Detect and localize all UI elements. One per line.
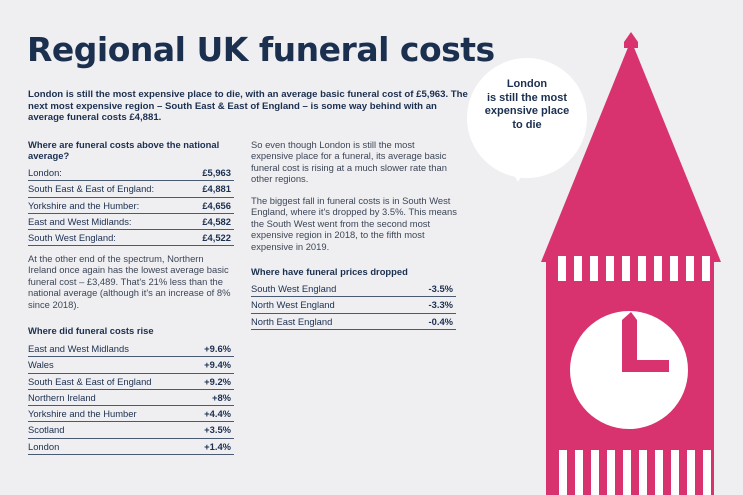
change-value: -3.3% [428,299,453,311]
northern-ireland-paragraph: At the other end of the spectrum, Northern Ireland once again has the lowest average basic funeral cost – £3,489. That's 21% less than the national average (although it's an increase of 8% since 2018). [28,253,231,310]
region-label: Northern Ireland [28,391,96,403]
cost-value: £4,582 [202,215,231,227]
region-label: South East & East of England: [28,183,155,195]
region-label: South West England: [28,232,116,244]
bubble-line: to die [512,118,542,131]
dropped-table [251,281,456,330]
table-row [28,439,234,455]
table-row [28,341,234,357]
change-value: +9.6% [204,343,231,354]
table-row [28,357,234,373]
table-row [251,297,456,313]
table-row [28,390,234,406]
bubble-line: expensive place [484,105,570,117]
dropped-heading: Where have funeral prices dropped [251,266,408,277]
south-west-paragraph: The biggest fall in funeral costs is in South West England, where it's dropped by 3.5%. This means the South West went from the second most expensive region in 2018, to the fifth most expensive in 2019. [251,195,457,252]
cost-value: £4,881 [202,183,231,195]
region-label: Wales [28,359,54,371]
slower-rise-paragraph: So even though London is still the most expensive place for a funeral, its average basic funeral cost is rising at a much slower rate than other regions. [251,139,447,185]
region-label: North West England [251,299,335,311]
table-row [28,422,234,438]
table-row [28,165,234,181]
cost-value: £5,963 [202,167,231,178]
rise-heading: Where did funeral costs rise [28,325,154,336]
region-label: London [28,440,60,452]
region-label: Yorkshire and the Humber [28,408,137,420]
cost-value: £4,656 [202,199,231,211]
change-value: +9.2% [204,375,231,387]
region-label: North East England [251,315,333,327]
change-value: -0.4% [428,315,453,327]
table-row [28,181,234,197]
region-label: Yorkshire and the Humber: [28,199,140,211]
table-row [28,214,234,230]
table-row [251,314,456,330]
region-label: South West England [251,283,337,294]
table-row [251,281,456,297]
rise-table [28,341,234,455]
change-value: +8% [211,391,231,403]
change-value: +3.5% [204,424,231,436]
change-value: +1.4% [204,440,231,452]
intro-text: London is still the most expensive place to die, with an average basic funeral cost of £5,963. The next most expensive region – South East & East of England – is some way behind with an average funeral costs £4,881. [28,89,468,123]
table-row [28,374,234,390]
above-average-heading: Where are funeral costs above the national average? [28,139,220,161]
table-row [28,230,234,246]
speech-bubble-tail [509,166,527,182]
table-row [28,198,234,214]
bubble-line: London [506,78,548,90]
change-value: +4.4% [204,408,231,420]
cost-value: £4,522 [202,232,231,244]
bubble-line: is still the most [486,91,568,104]
big-ben-icon [529,30,743,495]
change-value: +9.4% [204,359,231,371]
region-label: East and West Midlands: [28,215,132,227]
above-average-table [28,165,234,246]
change-value: -3.5% [428,283,453,294]
page-title: Regional UK funeral costs [27,30,495,69]
region-label: South East & East of England [28,375,152,387]
region-label: East and West Midlands [28,343,129,354]
table-row [28,406,234,422]
region-label: Scotland [28,424,65,436]
region-label: London: [28,167,62,178]
